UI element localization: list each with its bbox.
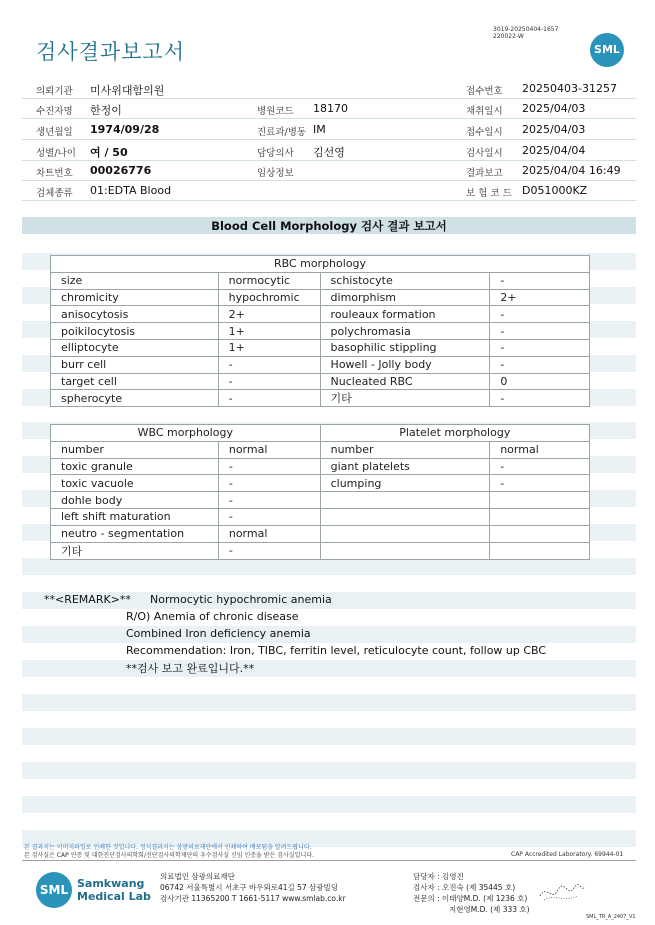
info-label: 보 험 코 드 bbox=[466, 188, 512, 199]
wbc-platelet-table bbox=[50, 424, 590, 560]
remark-label: **<REMARK>** bbox=[44, 593, 131, 606]
rbc-morphology-table bbox=[50, 255, 590, 407]
morphology-result: normocytic bbox=[218, 272, 320, 289]
morphology-item: schistocyte bbox=[320, 272, 490, 289]
morphology-result bbox=[490, 525, 590, 542]
remark-line: Recommendation: Iron, TIBC, ferritin level, reticulocyte count, follow up CBC bbox=[126, 644, 547, 657]
morphology-item: polychromasia bbox=[320, 323, 490, 340]
org-info bbox=[160, 871, 346, 904]
morphology-result: - bbox=[218, 373, 320, 390]
morphology-item: clumping bbox=[320, 475, 490, 492]
morphology-item: poikilocytosis bbox=[51, 323, 219, 340]
info-label: 병원코드 bbox=[257, 106, 294, 117]
sml-bottom-logo: SML bbox=[36, 872, 72, 908]
morphology-item: dimorphism bbox=[320, 289, 490, 306]
morphology-item bbox=[320, 492, 490, 509]
morphology-result bbox=[490, 492, 590, 509]
info-value: 1974/09/28 bbox=[90, 123, 160, 136]
info-value: 00026776 bbox=[90, 164, 152, 177]
morphology-item: spherocyte bbox=[51, 390, 219, 407]
morphology-result: - bbox=[490, 475, 590, 492]
morphology-item: left shift maturation bbox=[51, 508, 219, 525]
staff-line: 검사자 : 오진숙 (제 35445 호) bbox=[413, 883, 516, 892]
morphology-result: - bbox=[490, 272, 590, 289]
morphology-item bbox=[320, 525, 490, 542]
info-value: 김선영 bbox=[313, 146, 345, 159]
info-value: 2025/04/04 16:49 bbox=[522, 164, 621, 177]
notice-image-print: 본 결과지는 이미지파일로 인쇄한 것입니다. 정식결과지는 삼광의료재단에서 인쇄하여 배포됨을 알려드립니다. bbox=[24, 844, 312, 851]
table-row bbox=[51, 272, 590, 289]
info-value: D051000KZ bbox=[522, 184, 588, 197]
table-row bbox=[51, 441, 590, 458]
morphology-result: - bbox=[490, 339, 590, 356]
staff-info bbox=[413, 871, 530, 915]
morphology-item: toxic vacuole bbox=[51, 475, 219, 492]
signature-image bbox=[538, 880, 586, 904]
brand-name-line: Medical Lab bbox=[77, 890, 151, 903]
table-row bbox=[51, 289, 590, 306]
doc-code: SML_TR_A_2407_V1 bbox=[586, 914, 636, 920]
info-label: 임상정보 bbox=[257, 168, 294, 179]
brand-name bbox=[77, 877, 151, 903]
info-label: 수진자명 bbox=[36, 106, 73, 117]
morphology-result bbox=[490, 542, 590, 559]
info-label: 진료과/병동 bbox=[257, 127, 307, 138]
rbc-header: RBC morphology bbox=[51, 256, 590, 273]
staff-line: 전문의 : 이태양M.D. (제 1236 호) bbox=[413, 894, 528, 903]
morphology-item: chromicity bbox=[51, 289, 219, 306]
morphology-result: - bbox=[490, 306, 590, 323]
notice-cap: 본 검사실은 CAP 인증 및 대한진단검사의학회/진단검사의학재단의 우수검사실 신임 인증을 받은 검사실입니다. bbox=[24, 852, 314, 859]
info-label: 생년월일 bbox=[36, 127, 73, 138]
sml-logo: SML bbox=[590, 33, 624, 67]
info-label: 채취일시 bbox=[466, 106, 503, 117]
info-label: 검체종류 bbox=[36, 188, 73, 199]
report-title: 검사결과보고서 bbox=[36, 40, 186, 64]
morphology-item bbox=[320, 542, 490, 559]
morphology-result: - bbox=[218, 356, 320, 373]
info-value: 2025/04/03 bbox=[522, 102, 586, 115]
morphology-result: - bbox=[218, 508, 320, 525]
morphology-result: 2+ bbox=[490, 289, 590, 306]
morphology-item: size bbox=[51, 272, 219, 289]
morphology-item: Nucleated RBC bbox=[320, 373, 490, 390]
platelet-header: Platelet morphology bbox=[320, 425, 589, 442]
morphology-result bbox=[490, 508, 590, 525]
table-row bbox=[51, 508, 590, 525]
table-row bbox=[51, 390, 590, 407]
brand-name-line: Samkwang bbox=[77, 877, 145, 890]
morphology-item: number bbox=[51, 441, 219, 458]
morphology-item: burr cell bbox=[51, 356, 219, 373]
morphology-result: hypochromic bbox=[218, 289, 320, 306]
top-code bbox=[493, 26, 558, 40]
morphology-result: - bbox=[218, 492, 320, 509]
table-row bbox=[51, 542, 590, 559]
morphology-item: giant platelets bbox=[320, 458, 490, 475]
morphology-item: toxic granule bbox=[51, 458, 219, 475]
info-value: IM bbox=[313, 123, 326, 136]
info-label: 검사일시 bbox=[466, 148, 503, 159]
morphology-result: normal bbox=[218, 441, 320, 458]
remark-line: Normocytic hypochromic anemia bbox=[150, 593, 332, 606]
morphology-result: 1+ bbox=[218, 339, 320, 356]
morphology-result: - bbox=[218, 475, 320, 492]
morphology-item: neutro - segmentation bbox=[51, 525, 219, 542]
morphology-result: normal bbox=[218, 525, 320, 542]
morphology-item: elliptocyte bbox=[51, 339, 219, 356]
staff-line: 지현영M.D. (제 333 호) bbox=[449, 905, 530, 914]
morphology-result: - bbox=[218, 458, 320, 475]
morphology-item: 기타 bbox=[320, 390, 490, 407]
table-row bbox=[51, 323, 590, 340]
top-code-line: 220022-W bbox=[493, 33, 524, 40]
table-row bbox=[51, 492, 590, 509]
info-value: 여 / 50 bbox=[90, 146, 128, 159]
info-label: 성별/나이 bbox=[36, 148, 76, 159]
table-row bbox=[51, 475, 590, 492]
org-line: 의료법인 삼광의료재단 bbox=[160, 872, 235, 881]
morphology-item: target cell bbox=[51, 373, 219, 390]
morphology-item bbox=[320, 508, 490, 525]
top-code-line: 3019-20250404-1657 bbox=[493, 26, 559, 33]
morphology-item: rouleaux formation bbox=[320, 306, 490, 323]
info-label: 차트번호 bbox=[36, 168, 73, 179]
org-line: 06742 서울특별시 서초구 바우뫼로41길 57 삼광빌딩 bbox=[160, 883, 339, 892]
morphology-item: Howell - Jolly body bbox=[320, 356, 490, 373]
morphology-item: dohle body bbox=[51, 492, 219, 509]
info-label: 결과보고 bbox=[466, 168, 503, 179]
staff-line: 담당자 : 김영진 bbox=[413, 872, 464, 881]
morphology-result: - bbox=[218, 542, 320, 559]
info-value: 한정이 bbox=[90, 104, 122, 117]
morphology-item: number bbox=[320, 441, 490, 458]
section-title: Blood Cell Morphology 검사 결과 보고서 bbox=[211, 219, 447, 233]
morphology-result: normal bbox=[490, 441, 590, 458]
org-line: 검사기관 11365200 T 1661-5117 www.smlab.co.kr bbox=[160, 894, 346, 903]
info-value: 2025/04/03 bbox=[522, 123, 586, 136]
info-label: 접수번호 bbox=[466, 86, 503, 97]
morphology-item: basophilic stippling bbox=[320, 339, 490, 356]
info-value: 미사위대함의원 bbox=[90, 84, 165, 97]
morphology-result: - bbox=[490, 356, 590, 373]
table-row bbox=[51, 458, 590, 475]
morphology-item: anisocytosis bbox=[51, 306, 219, 323]
morphology-result: 1+ bbox=[218, 323, 320, 340]
morphology-result: - bbox=[490, 390, 590, 407]
info-value: 20250403-31257 bbox=[522, 82, 617, 95]
morphology-result: 0 bbox=[490, 373, 590, 390]
remark-line: **검사 보고 완료입니다.** bbox=[126, 662, 255, 675]
info-value: 18170 bbox=[313, 102, 348, 115]
remark-line: R/O) Anemia of chronic disease bbox=[126, 610, 299, 623]
morphology-item: 기타 bbox=[51, 542, 219, 559]
cap-accreditation: CAP Accredited Laboratory. 69944-01 bbox=[511, 851, 624, 858]
morphology-result: - bbox=[218, 390, 320, 407]
info-value: 01:EDTA Blood bbox=[90, 184, 172, 197]
info-label: 의뢰기관 bbox=[36, 86, 73, 97]
table-row bbox=[51, 339, 590, 356]
table-row bbox=[51, 525, 590, 542]
morphology-result: 2+ bbox=[218, 306, 320, 323]
wbc-header: WBC morphology bbox=[51, 425, 321, 442]
remark-line: Combined Iron deficiency anemia bbox=[126, 627, 311, 640]
info-value: 2025/04/04 bbox=[522, 144, 586, 157]
table-row bbox=[51, 306, 590, 323]
info-label: 담당의사 bbox=[257, 148, 294, 159]
info-label: 접수일시 bbox=[466, 127, 503, 138]
morphology-result: - bbox=[490, 323, 590, 340]
morphology-result: - bbox=[490, 458, 590, 475]
table-row bbox=[51, 373, 590, 390]
table-row bbox=[51, 356, 590, 373]
